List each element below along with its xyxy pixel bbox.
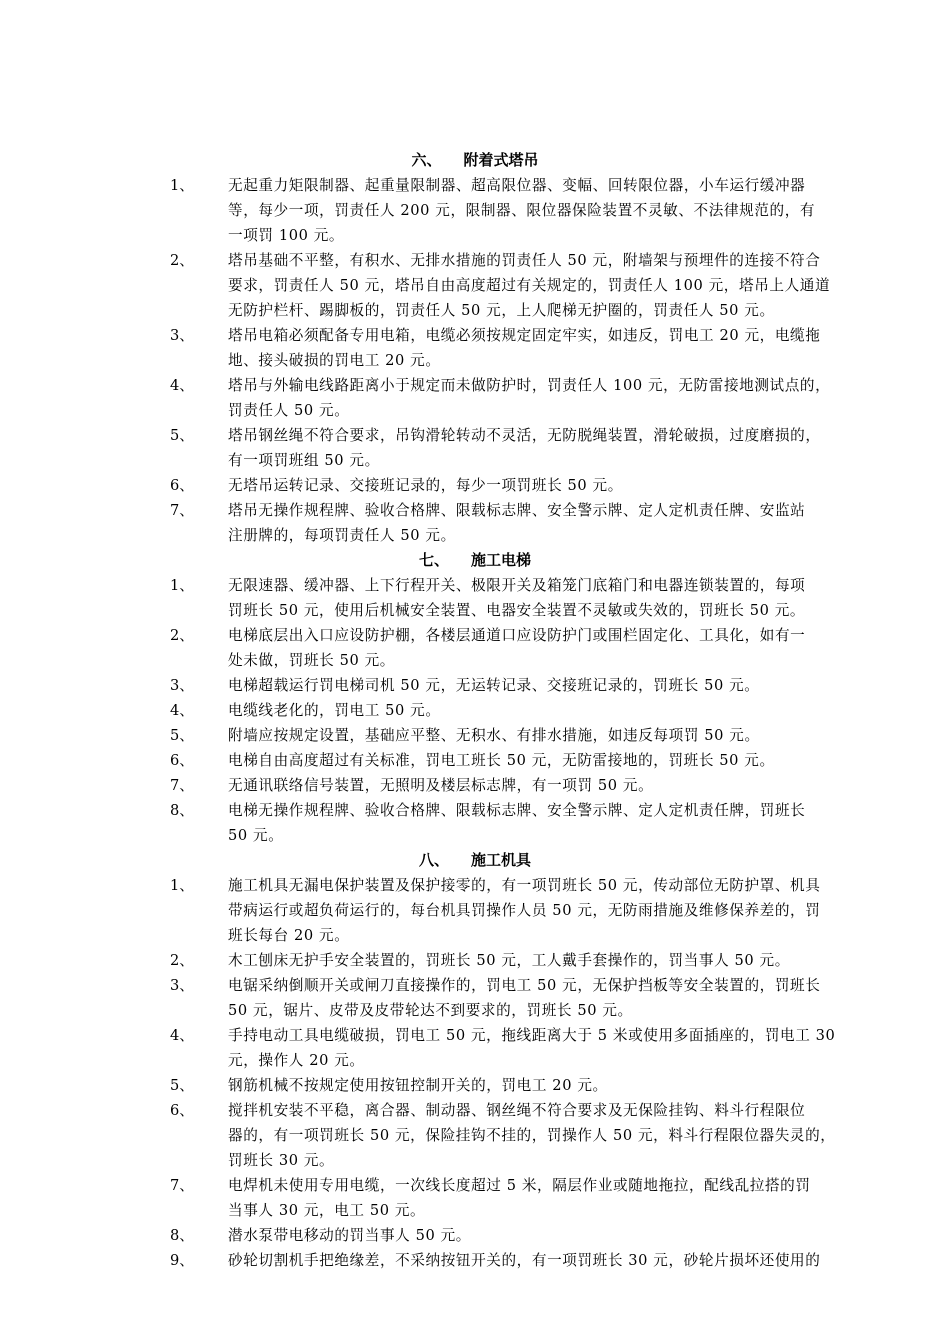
item-text-line: 罚班长 30 元。: [228, 1152, 335, 1169]
item-text-line: 砂轮切割机手把绝缘差，不采纳按钮开关的，有一项罚班长 30 元，砂轮片损坏还使用的: [228, 1252, 821, 1269]
section-title-text: 附着式塔吊: [463, 151, 539, 169]
item-text-line: 地、接头破损的罚电工 20 元。: [228, 352, 441, 369]
item-number: 8、: [170, 1227, 194, 1244]
item-number: 1、: [170, 577, 194, 594]
list-item: [0, 973, 884, 1023]
item-text-line: 附墙应按规定设置，基础应平整、无积水、有排水措施，如违反每项罚 50 元。: [228, 727, 760, 744]
list-item: [0, 1248, 884, 1273]
item-text-line: 无塔吊运转记录、交接班记录的，每少一项罚班长 50 元。: [228, 477, 623, 494]
list-item: [0, 1023, 884, 1073]
section-heading: [0, 148, 950, 173]
item-text-line: 电梯无操作规程牌、验收合格牌、限载标志牌、安全警示牌、定人定机责任牌，罚班长: [228, 802, 806, 819]
list-item: [0, 248, 884, 323]
section-heading: [0, 848, 950, 873]
list-item: [0, 1223, 884, 1248]
item-text-line: 器的，有一项罚班长 50 元，保险挂钩不挂的，罚操作人 50 元，料斗行程限位器失灵的，: [228, 1127, 836, 1144]
list-item: [0, 773, 884, 798]
item-text-line: 钢筋机械不按规定使用按钮控制开关的，罚电工 20 元。: [228, 1077, 608, 1094]
item-number: 2、: [170, 627, 194, 644]
item-text-line: 当事人 30 元，电工 50 元。: [228, 1202, 426, 1219]
item-text-line: 等，每少一项，罚责任人 200 元，限制器、限位器保险装置不灵敏、不法律规范的，有: [228, 202, 816, 219]
item-number: 1、: [170, 177, 194, 194]
item-text-line: 班长每台 20 元。: [228, 927, 350, 944]
item-text-line: 罚班长 50 元，使用后机械安全装置、电器安全装置不灵敏或失效的，罚班长 50 元。: [228, 602, 806, 619]
list-item: [0, 698, 884, 723]
list-item: [0, 1173, 884, 1223]
section-number: 八、: [418, 851, 449, 869]
item-text-line: 一项罚 100 元。: [228, 227, 345, 244]
item-number: 5、: [170, 427, 194, 444]
item-number: 2、: [170, 252, 194, 269]
item-text-line: 木工刨床无护手安全装置的，罚班长 50 元，工人戴手套操作的，罚当事人 50 元。: [228, 952, 790, 969]
item-text-line: 元，操作人 20 元。: [228, 1052, 365, 1069]
list-item: [0, 423, 884, 473]
item-text-line: 塔吊钢丝绳不符合要求，吊钩滑轮转动不灵活，无防脱绳装置，滑轮破损，过度磨损的，: [228, 427, 821, 444]
item-text-line: 无起重力矩限制器、起重量限制器、超高限位器、变幅、回转限位器，小车运行缓冲器: [228, 177, 806, 194]
list-item: [0, 473, 884, 498]
list-item: [0, 323, 884, 373]
list-item: [0, 873, 884, 948]
item-text-line: 潜水泵带电移动的罚当事人 50 元。: [228, 1227, 471, 1244]
list-item: [0, 723, 884, 748]
item-text-line: 施工机具无漏电保护装置及保护接零的，有一项罚班长 50 元，传动部位无防护罩、机具: [228, 877, 821, 894]
item-text-line: 要求，罚责任人 50 元，塔吊自由高度超过有关规定的，罚责任人 100 元，塔吊上人通道: [228, 277, 831, 294]
item-text-line: 塔吊无操作规程牌、验收合格牌、限载标志牌、安全警示牌、定人定机责任牌、安监站: [228, 502, 806, 519]
item-number: 5、: [170, 727, 194, 744]
item-number: 7、: [170, 777, 194, 794]
item-text-line: 电焊机未使用专用电缆，一次线长度超过 5 米，隔层作业或随地拖拉，配线乱拉搭的罚: [228, 1177, 811, 1194]
item-text-line: 塔吊与外输电线路距离小于规定而未做防护时，罚责任人 100 元，无防雷接地测试点的，: [228, 377, 831, 394]
section-title-text: 施工机具: [471, 851, 532, 869]
list-item: [0, 498, 884, 548]
item-text-line: 50 元，锯片、皮带及皮带轮达不到要求的，罚班长 50 元。: [228, 1002, 633, 1019]
item-text-line: 注册牌的，每项罚责任人 50 元。: [228, 527, 456, 544]
item-number: 1、: [170, 877, 194, 894]
item-text-line: 罚责任人 50 元。: [228, 402, 350, 419]
item-number: 4、: [170, 1027, 194, 1044]
section-title-text: 施工电梯: [471, 551, 532, 569]
item-text-line: 50 元。: [228, 827, 284, 844]
item-text-line: 电梯超载运行罚电梯司机 50 元，无运转记录、交接班记录的，罚班长 50 元。: [228, 677, 760, 694]
item-number: 3、: [170, 977, 194, 994]
item-text-line: 电梯自由高度超过有关标准，罚电工班长 50 元，无防雷接地的，罚班长 50 元。: [228, 752, 775, 769]
document-page: [0, 148, 950, 1273]
item-number: 7、: [170, 502, 194, 519]
section-number: 七、: [418, 551, 449, 569]
item-number: 6、: [170, 1102, 194, 1119]
list-item: [0, 1073, 884, 1098]
item-text-line: 电锯采纳倒顺开关或闸刀直接操作的，罚电工 50 元，无保护挡板等安全装置的，罚班长: [228, 977, 821, 994]
item-text-line: 塔吊电箱必须配备专用电箱，电缆必须按规定固定牢实，如违反，罚电工 20 元，电缆拖: [228, 327, 821, 344]
section-heading: [0, 548, 950, 573]
item-number: 5、: [170, 1077, 194, 1094]
list-item: [0, 748, 884, 773]
item-text-line: 搅拌机安装不平稳，离合器、制动器、钢丝绳不符合要求及无保险挂钩、料斗行程限位: [228, 1102, 806, 1119]
item-number: 7、: [170, 1177, 194, 1194]
list-item: [0, 623, 884, 673]
item-text-line: 无防护栏杆、踢脚板的，罚责任人 50 元，上人爬梯无护圈的，罚责任人 50 元。: [228, 302, 775, 319]
list-item: [0, 373, 884, 423]
list-item: [0, 798, 884, 848]
list-item: [0, 573, 884, 623]
item-text-line: 处未做，罚班长 50 元。: [228, 652, 395, 669]
list-item: [0, 948, 884, 973]
item-text-line: 电梯底层出入口应设防护棚，各楼层通道口应设防护门或围栏固定化、工具化，如有一: [228, 627, 806, 644]
item-text-line: 无通讯联络信号装置，无照明及楼层标志牌，有一项罚 50 元。: [228, 777, 654, 794]
item-text-line: 手持电动工具电缆破损，罚电工 50 元，拖线距离大于 5 米或使用多面插座的，罚电工 30: [228, 1027, 836, 1044]
item-number: 3、: [170, 677, 194, 694]
item-number: 4、: [170, 377, 194, 394]
item-number: 8、: [170, 802, 194, 819]
list-item: [0, 1098, 884, 1173]
item-text-line: 有一项罚班组 50 元。: [228, 452, 380, 469]
item-text-line: 带病运行或超负荷运行的，每台机具罚操作人员 50 元，无防雨措施及维修保养差的，罚: [228, 902, 821, 919]
item-text-line: 无限速器、缓冲器、上下行程开关、极限开关及箱笼门底箱门和电器连锁装置的，每项: [228, 577, 806, 594]
item-number: 6、: [170, 477, 194, 494]
item-number: 6、: [170, 752, 194, 769]
item-text-line: 塔吊基础不平整，有积水、无排水措施的罚责任人 50 元，附墙架与预埋件的连接不符合: [228, 252, 821, 269]
list-item: [0, 673, 884, 698]
item-number: 3、: [170, 327, 194, 344]
item-number: 2、: [170, 952, 194, 969]
list-item: [0, 173, 884, 248]
item-number: 4、: [170, 702, 194, 719]
section-number: 六、: [411, 151, 442, 169]
item-text-line: 电缆线老化的，罚电工 50 元。: [228, 702, 441, 719]
item-number: 9、: [170, 1252, 194, 1269]
